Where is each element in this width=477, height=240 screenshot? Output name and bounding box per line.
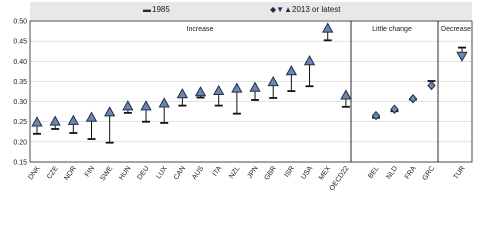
marker-latest: [141, 101, 151, 110]
marker-latest: [323, 23, 333, 32]
x-tick-label: LUX: [155, 165, 169, 181]
x-tick-label: ISR: [283, 165, 297, 179]
x-tick-label: CZE: [46, 165, 60, 181]
x-tick-label: AUS: [191, 165, 206, 181]
legend-latest-symbol: ◆▼▲: [270, 5, 292, 14]
y-tick-label: 0.35: [13, 78, 27, 86]
panel-title: Increase: [186, 26, 214, 33]
marker-latest: [50, 117, 60, 126]
y-tick-label: 0.40: [13, 58, 27, 66]
y-tick-label: 0.30: [13, 99, 27, 107]
legend-latest-label: 2013 or latest: [292, 5, 341, 14]
x-tick-label: NOR: [63, 165, 78, 182]
x-tick-label: DEU: [136, 165, 151, 182]
marker-latest: [232, 83, 242, 92]
marker-latest: [341, 90, 351, 99]
x-tick-label: HUN: [118, 165, 133, 182]
marker-latest: [105, 107, 115, 116]
x-tick-label: NLD: [385, 165, 400, 181]
x-tick-label: MEX: [317, 165, 333, 182]
marker-latest: [159, 98, 169, 107]
y-tick-label: 0.15: [13, 159, 27, 167]
marker-latest: [250, 83, 260, 92]
x-tick-label: SWE: [99, 165, 115, 183]
y-tick-label: 0.45: [13, 38, 27, 46]
x-tick-label: OECD22: [328, 165, 351, 193]
x-tick-label: GBR: [263, 165, 278, 182]
marker-latest: [69, 116, 79, 125]
marker-latest: [428, 81, 435, 89]
legend-1985-symbol: ▬: [143, 5, 151, 14]
x-tick-label: ITA: [211, 165, 224, 178]
x-tick-label: GRC: [421, 165, 437, 182]
panel-frame: [438, 21, 472, 162]
x-tick-label: JPN: [246, 165, 260, 180]
x-tick-label: FRA: [403, 165, 418, 181]
marker-latest: [196, 87, 206, 96]
marker-latest: [87, 112, 97, 121]
panel-frame: [30, 21, 351, 162]
x-tick-label: BEL: [367, 165, 381, 180]
panel-title: Decrease: [441, 26, 471, 33]
x-tick-label: CAN: [172, 165, 187, 182]
x-tick-label: NZL: [228, 165, 242, 180]
y-tick-label: 0.50: [13, 18, 27, 26]
y-tick-label: 0.20: [13, 139, 27, 147]
y-tick-label: 0.25: [13, 119, 27, 127]
marker-latest: [214, 86, 224, 95]
panel-title: Little change: [372, 26, 412, 33]
x-tick-label: TUR: [452, 165, 467, 181]
x-tick-label: DNK: [27, 165, 42, 182]
marker-latest: [287, 66, 297, 75]
legend-1985-label: 1985: [152, 5, 170, 14]
marker-latest: [305, 56, 315, 65]
x-tick-label: FIN: [83, 165, 97, 179]
marker-latest: [457, 52, 467, 61]
marker-latest: [178, 89, 188, 98]
x-tick-label: USA: [300, 165, 315, 181]
marker-latest: [123, 101, 133, 110]
panel-frame: [351, 21, 438, 162]
